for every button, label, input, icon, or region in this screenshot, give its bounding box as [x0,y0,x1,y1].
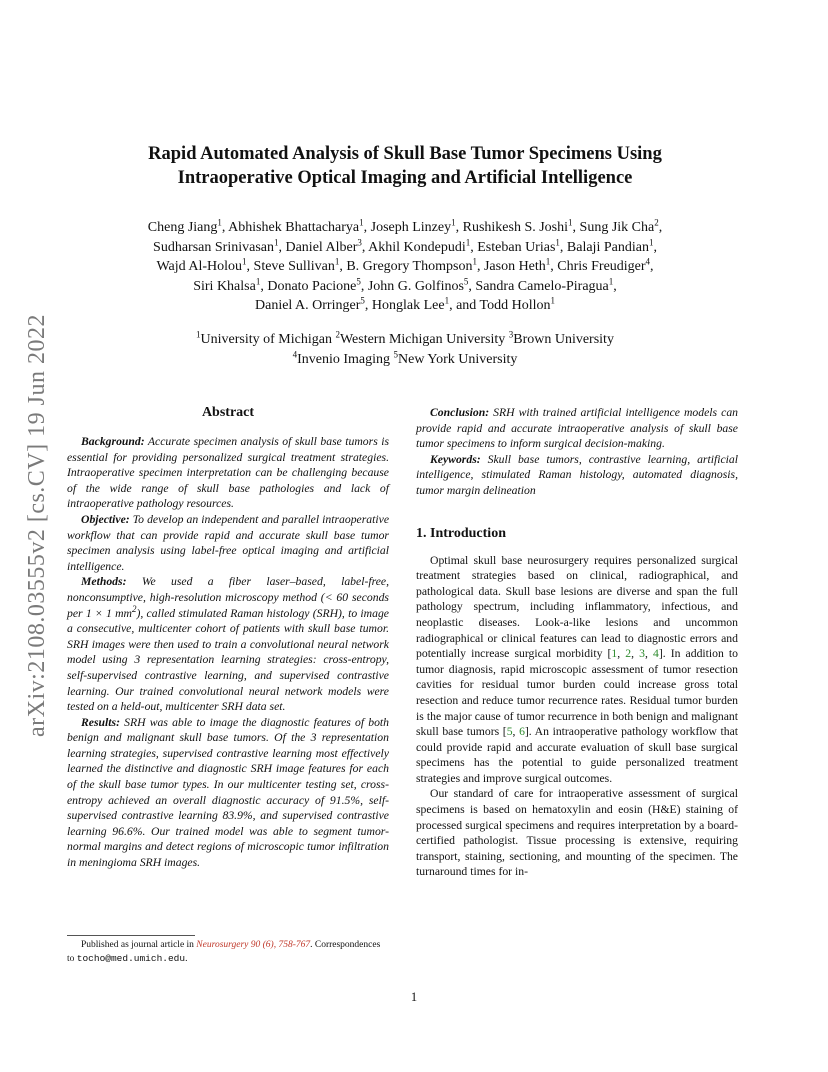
author-name: Siri Khalsa [193,278,256,294]
citation-link[interactable]: 6 [519,725,525,739]
journal-link[interactable]: Neurosurgery 90 (6), 758-767 [196,940,311,950]
intro-paragraph: Optimal skull base neurosurgery requires personalized surgical treatment strategies based on clinical, radiographical, and pathological data. Skull base lesions are diverse and span the full pathology spectrum, including inflammatory, infectious, and neoplastic diseases. Look-a-like lesions and uncommon radiographical or clinical features can lead to diagnostic errors and potentially increase surgical morbidity [1, 2, 3, 4]. In addition to tumor diagnosis, rapid microscopic assessment of tumor resection cavities for residual tumor burden could increase gross total resection and reduce tumor recurrence rates. Residual tumor burden is the major cause of tumor recurrence in both benign and malignant skull base tumors [5, 6]. An intraoperative pathology workflow that could provide rapid and accurate evaluation of skull base surgical specimens has the potential to guide personalized treatment strategies and improve surgical outcomes. [416,553,739,785]
author-name: Joseph Linzey [370,220,452,235]
author-affiliation: 1 [444,295,450,306]
author-name: Steve Sullivan [253,259,335,274]
introduction-heading: 1. Introduction [416,525,506,541]
author-affiliation: 2 [654,217,659,228]
affiliation-name: Invenio Imaging [297,351,394,367]
author-list [90,218,720,316]
author-line: Sudharsan Srinivasan$^1$, Daniel Alber$^3$, Akhil Kondepudi$^1$, Esteban Urias$^1$, Balaji Pandian$^1$, [153,236,657,255]
author-affiliation: 4 [645,256,651,267]
author-line: Cheng Jiang$^1$, Abhishek Bhattacharya$^1$, Joseph Linzey$^1$, Rushikesh S. Joshi$^1$, Sung Jik Cha$^2$, [147,217,663,235]
author-affiliation: 1 [545,256,551,267]
abstract-background: Background: Accurate specimen analysis of skull base tumors is essential for providing personalized surgical treatment strategies. Intraoperative specimen interpretation can be challenging because of the wide range of skull base pathologies and lack of intraoperative pathology resources. [67,435,389,511]
affiliation-line: $^1$University of Michigan $^2$Western Michigan University $^3$Brown University [196,329,614,347]
page-number: 1 [410,990,418,1004]
paper-title [90,142,720,190]
author-name: B. Gregory Thompson [346,259,473,274]
author-name: Donato Pacione [267,278,357,294]
author-name: Sung Jik Cha [579,220,655,235]
arxiv-sidebar [22,290,52,760]
abstract-conclusion: Conclusion: SRH with trained artificial intelligence models can provide rapid and accurate intraoperative analysis of skull base tumor specimens to inform surgical decision-making. [416,406,739,451]
introduction-body [416,553,738,880]
abstract-keywords: Keywords: Skull base tumors, contrastive learning, artificial intelligence, stimulated Raman histology, automated diagnosis, tumor margin delineation [416,452,738,497]
footnote-divider [67,935,195,936]
author-name: Rushikesh S. Joshi [462,220,569,235]
title-line-1: Rapid Automated Analysis of Skull Base Tumor Specimens Using [148,144,662,164]
abstract-heading: Abstract [201,405,255,420]
author-affiliation: 1 [451,217,456,228]
author-name: John G. Golfinos [367,278,464,294]
author-affiliation: 1 [465,236,471,247]
author-affiliation: 3 [357,236,362,247]
citation-link[interactable]: 5 [506,725,513,739]
author-line: Wajd Al-Holou$^1$, Steve Sullivan$^1$, B. Gregory Thompson$^1$, Jason Heth$^1$, Chris Freudiger$^4$, [156,256,654,274]
abstract-objective: Objective: To develop an independent and parallel intraoperative workflow that can provide rapid and accurate skull base tumor specimen analysis using label-free optical imaging and artificial intelligence. [67,512,390,573]
citation-link[interactable]: 2 [625,647,632,661]
author-affiliation: 5 [360,295,365,306]
affiliations [90,330,720,369]
author-affiliation: 1 [242,256,247,267]
author-affiliation: 1 [555,236,560,247]
email-address[interactable]: tocho@med.umich.edu [76,953,186,964]
title-line-2: Intraoperative Optical Imaging and Artificial Intelligence [177,168,633,188]
abstract-methods: Methods: We used a fiber laser–based, label-free, nonconsumptive, high-resolution microscopy method (< 60 seconds per 1 × 1 $mm^2$), called stimulated Raman histology (SRH), to image a consecutive, multicenter cohort of patients with skull base tumor. SRH images were then used to train a convolutional neural network model using 3 representation learning strategies: cross-entropy, self-supervised contrastive learning, and supervised contrastive learning. Our trained convolutional neural network models were tested on a held-out, multicenter SRH data set. [67,575,389,714]
citation-link[interactable]: 1 [611,647,618,661]
affiliation-name: Western Michigan University [339,332,509,347]
abstract-results: Results: SRH was able to image the diagnostic features of both benign and malignant skull base tumors. Of the 3 representation learning strategies, supervised contrastive learning most effectively learned the distinctive and diagnostic SRH image features for each of the skull base tumor types. In our multicenter testing set, cross-entropy achieved an overall diagnostic accuracy of 91.5%, self-supervised contrastive learning 83.9%, and supervised contrastive learning 96.6%. Our trained model was able to segment tumor-normal margins and detect regions of microscopic tumor infiltration in meningioma SRH images. [67,715,390,870]
author-affiliation: 1 [472,256,477,267]
arxiv-identifier: arXiv:2108.03555v2 [cs.CV] 19 Jun 2022 [23,313,50,737]
author-name: Esteban Urias [477,239,556,255]
author-line: Daniel A. Orringer$^5$, Honglak Lee$^1$, and Todd Hollon$^1$ [255,295,555,313]
footnote: Published as journal article in Neurosurgery 90 (6), 758-767. Correspondences to tocho@med.umich.edu. [67,940,381,964]
author-name: Sudharsan Srinivasan [153,239,274,255]
author-affiliation: 1 [273,236,279,247]
author-affiliation: 1 [568,217,573,228]
author-name: Todd Hollon [479,298,551,313]
author-name: Sandra Camelo-Piragua [475,278,609,294]
author-affiliation: 1 [550,295,555,306]
affiliation-name: Brown University [513,332,614,347]
author-name: Balaji Pandian [566,239,649,255]
author-affiliation: 1 [648,236,654,247]
author-affiliation: 5 [356,275,361,286]
author-name: Chris Freudiger [557,259,646,274]
author-line: Siri Khalsa$^1$, Donato Pacione$^5$, John G. Golfinos$^5$, Sandra Camelo-Piragua$^1$, [193,275,617,294]
author-affiliation: 1 [359,217,364,228]
intro-paragraph: Our standard of care for intraoperative assessment of surgical specimens is based on hematoxylin and eosin (H&E) staining of processed surgical specimens and requires interpretation by a board-certified pathologist. Tissue processing is extensive, requiring transport, staining, sectioning, and mounting of the specimen. The turnaround times for in- [416,787,738,879]
abstract-column [67,402,389,871]
author-name: Daniel Alber [285,239,358,255]
author-name: Wajd Al-Holou [156,259,243,274]
author-name: Cheng Jiang [147,220,218,235]
author-affiliation: 1 [334,256,340,267]
author-affiliation: 1 [255,275,261,286]
affiliation-name: New York University [398,351,518,367]
abstract-continued [416,405,738,499]
affiliation-name: University of Michigan [200,332,336,347]
right-column [416,405,738,880]
author-name: Jason Heth [483,259,546,274]
author-name: Daniel A. Orringer [255,298,361,313]
citation-link[interactable]: 3 [639,647,645,661]
affiliation-line: $^4$Invenio Imaging $^5$New York University [292,348,518,367]
author-affiliation: 1 [217,217,222,228]
author-name: Abhishek Bhattacharya [228,220,360,235]
author-affiliation: 5 [463,275,469,286]
author-name: Akhil Kondepudi [368,239,466,255]
author-name: Honglak Lee [371,298,445,313]
author-affiliation: 1 [608,275,614,286]
citation-link[interactable]: 4 [652,647,659,661]
